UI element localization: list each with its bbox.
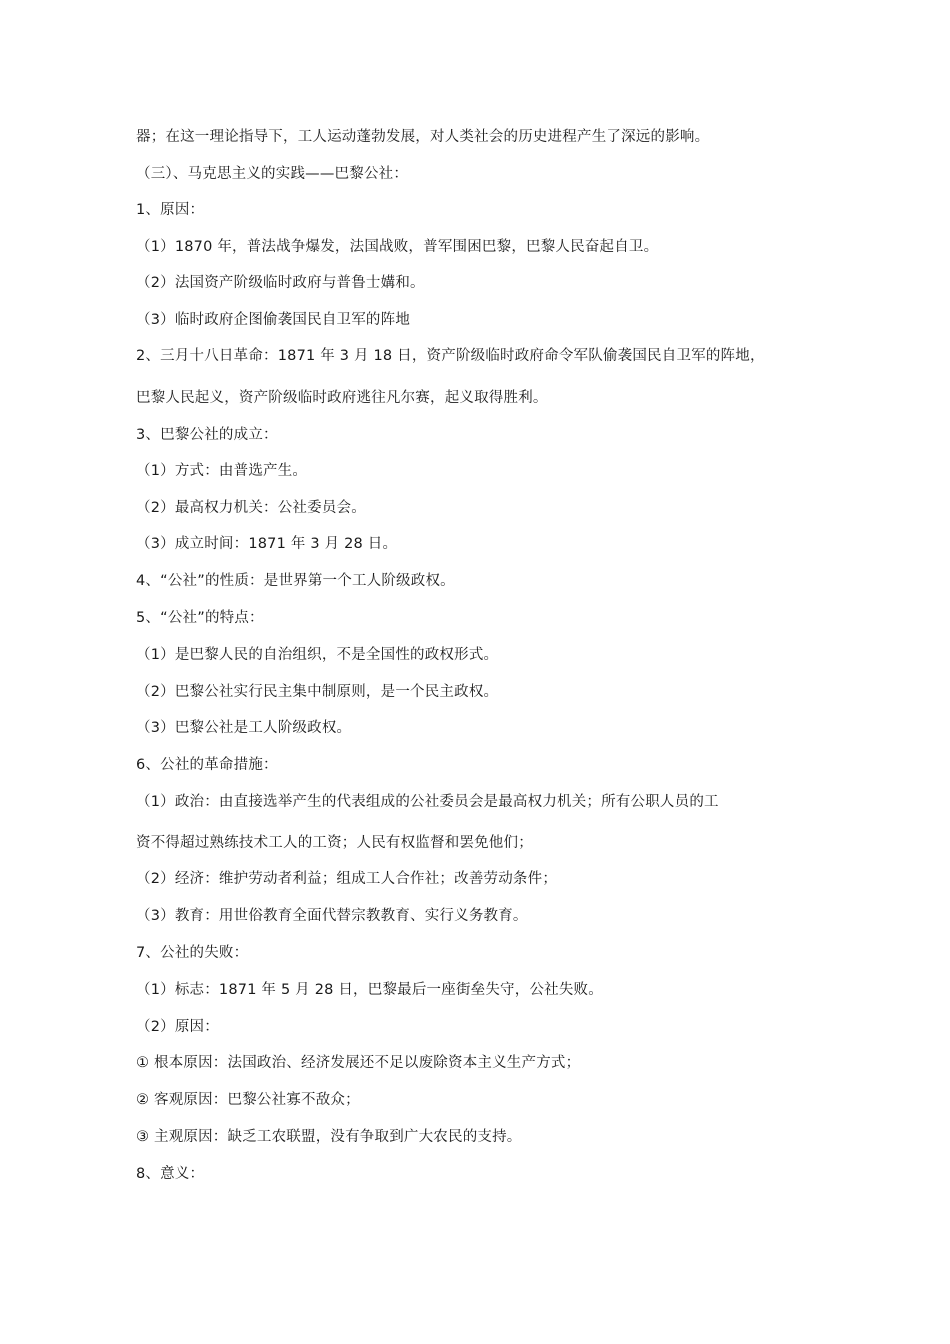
- list-item: （2）巴黎公社实行民主集中制原则，是一个民主政权。: [136, 684, 499, 700]
- list-item: （2）原因：: [136, 1019, 219, 1035]
- reason-item: ① 根本原因：法国政治、经济发展还不足以废除资本主义生产方式；: [136, 1055, 581, 1071]
- list-item: （3）巴黎公社是工人阶级政权。: [136, 720, 352, 736]
- list-item: （3）教育：用世俗教育全面代替宗教教育、实行义务教育。: [136, 908, 528, 924]
- subheading-failure: 7、公社的失败：: [136, 945, 249, 961]
- paragraph-line: 巴黎人民起义，资产阶级临时政府逃往凡尔赛，起义取得胜利。: [136, 390, 548, 406]
- section-heading: （三）、马克思主义的实践——巴黎公社：: [136, 166, 409, 182]
- list-item: （2）法国资产阶级临时政府与普鲁士媾和。: [136, 275, 425, 291]
- list-item: （1）1870 年，普法战争爆发，法国战败，普军围困巴黎，巴黎人民奋起自卫。: [136, 239, 659, 255]
- list-item: （2）最高权力机关：公社委员会。: [136, 500, 366, 516]
- subheading-features: 5、“公社”的特点：: [136, 610, 264, 626]
- subheading-significance: 8、意义：: [136, 1166, 205, 1182]
- list-item: （1）政治：由直接选举产生的代表组成的公社委员会是最高权力机关；所有公职人员的工: [136, 794, 719, 810]
- list-item: （1）方式：由普选产生。: [136, 463, 308, 479]
- reason-item: ② 客观原因：巴黎公社寡不敌众；: [136, 1092, 360, 1108]
- subheading-causes: 1、原因：: [136, 202, 205, 218]
- reason-item: ③ 主观原因：缺乏工农联盟，没有争取到广大农民的支持。: [136, 1129, 522, 1145]
- list-item-continuation: 资不得超过熟练技术工人的工资；人民有权监督和罢免他们；: [136, 835, 533, 851]
- subheading-nature: 4、“公社”的性质：是世界第一个工人阶级政权。: [136, 573, 455, 589]
- list-item: （2）经济：维护劳动者利益；组成工人合作社；改善劳动条件；: [136, 871, 558, 887]
- list-item: （1）标志：1871 年 5 月 28 日，巴黎最后一座街垒失守，公社失败。: [136, 982, 603, 998]
- paragraph-line: 器；在这一理论指导下，工人运动蓬勃发展，对人类社会的历史进程产生了深远的影响。: [136, 129, 710, 145]
- paragraph-line: 2、三月十八日革命：1871 年 3 月 18 日，资产阶级临时政府命令军队偷袭国民自卫军的阵地，: [136, 348, 765, 364]
- list-item: （1）是巴黎人民的自治组织，不是全国性的政权形式。: [136, 647, 499, 663]
- subheading-measures: 6、公社的革命措施：: [136, 757, 278, 773]
- subheading-establishment: 3、巴黎公社的成立：: [136, 427, 278, 443]
- list-item: （3）临时政府企图偷袭国民自卫军的阵地: [136, 312, 411, 328]
- list-item: （3）成立时间：1871 年 3 月 28 日。: [136, 536, 398, 552]
